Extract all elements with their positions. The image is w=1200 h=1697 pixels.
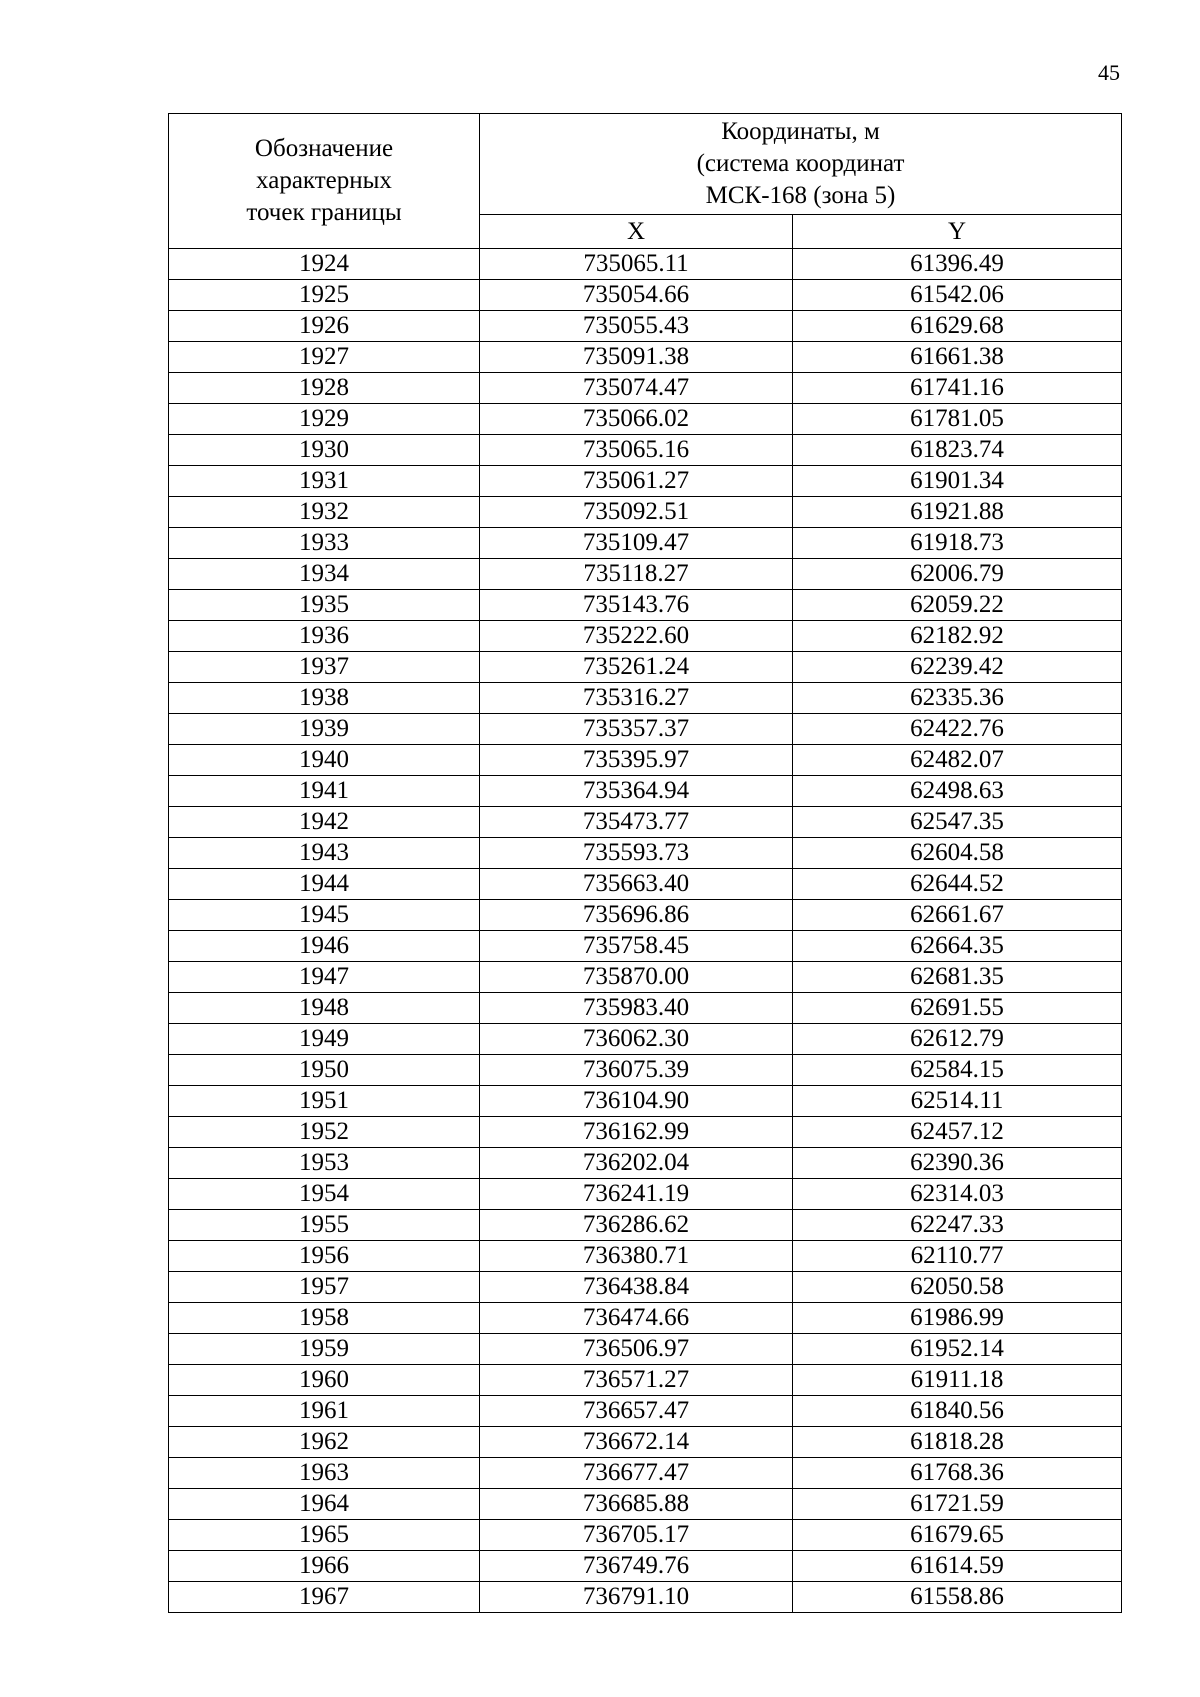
table-row: [169, 528, 1122, 559]
y-coordinate-cell: 61911.18: [793, 1365, 1122, 1396]
point-number-cell: 1945: [169, 900, 480, 931]
point-number-cell: 1943: [169, 838, 480, 869]
y-coordinate-cell: 61558.86: [793, 1582, 1122, 1613]
x-coordinate-cell: 736749.76: [480, 1551, 793, 1582]
x-coordinate-cell: 736571.27: [480, 1365, 793, 1396]
y-coordinate-cell: 61614.59: [793, 1551, 1122, 1582]
table-row: [169, 497, 1122, 528]
point-number-cell: 1960: [169, 1365, 480, 1396]
table-row: [169, 1179, 1122, 1210]
point-number-cell: 1926: [169, 311, 480, 342]
point-number-cell: 1925: [169, 280, 480, 311]
y-coordinate-cell: 61629.68: [793, 311, 1122, 342]
x-coordinate-cell: 735055.43: [480, 311, 793, 342]
table-row: [169, 1148, 1122, 1179]
x-coordinate-cell: 735143.76: [480, 590, 793, 621]
point-number-cell: 1965: [169, 1520, 480, 1551]
x-coordinate-cell: 735222.60: [480, 621, 793, 652]
table-row: [169, 1024, 1122, 1055]
y-coordinate-cell: 62457.12: [793, 1117, 1122, 1148]
x-coordinate-cell: 736657.47: [480, 1396, 793, 1427]
y-coordinate-cell: 62335.36: [793, 683, 1122, 714]
header-y: Y: [793, 215, 1122, 249]
x-coordinate-cell: 735074.47: [480, 373, 793, 404]
point-number-cell: 1924: [169, 249, 480, 280]
x-coordinate-cell: 735261.24: [480, 652, 793, 683]
x-coordinate-cell: 736705.17: [480, 1520, 793, 1551]
point-number-cell: 1934: [169, 559, 480, 590]
x-coordinate-cell: 735066.02: [480, 404, 793, 435]
y-coordinate-cell: 61396.49: [793, 249, 1122, 280]
x-coordinate-cell: 736506.97: [480, 1334, 793, 1365]
table-body: [169, 249, 1122, 1613]
y-coordinate-cell: 61721.59: [793, 1489, 1122, 1520]
y-coordinate-cell: 61542.06: [793, 280, 1122, 311]
point-number-cell: 1964: [169, 1489, 480, 1520]
table-row: [169, 435, 1122, 466]
y-coordinate-cell: 62547.35: [793, 807, 1122, 838]
point-number-cell: 1932: [169, 497, 480, 528]
y-coordinate-cell: 62482.07: [793, 745, 1122, 776]
x-coordinate-cell: 736677.47: [480, 1458, 793, 1489]
y-coordinate-cell: 62691.55: [793, 993, 1122, 1024]
point-number-cell: 1966: [169, 1551, 480, 1582]
point-number-cell: 1928: [169, 373, 480, 404]
x-coordinate-cell: 736791.10: [480, 1582, 793, 1613]
table-row: [169, 683, 1122, 714]
x-coordinate-cell: 735696.86: [480, 900, 793, 931]
x-coordinate-cell: 735758.45: [480, 931, 793, 962]
y-coordinate-cell: 62050.58: [793, 1272, 1122, 1303]
x-coordinate-cell: 736438.84: [480, 1272, 793, 1303]
point-number-cell: 1929: [169, 404, 480, 435]
point-number-cell: 1958: [169, 1303, 480, 1334]
y-coordinate-cell: 62239.42: [793, 652, 1122, 683]
x-coordinate-cell: 736286.62: [480, 1210, 793, 1241]
point-number-cell: 1961: [169, 1396, 480, 1427]
y-coordinate-cell: 61741.16: [793, 373, 1122, 404]
header-coordinates: [480, 114, 1122, 215]
point-number-cell: 1952: [169, 1117, 480, 1148]
x-coordinate-cell: 735109.47: [480, 528, 793, 559]
table-row: [169, 1086, 1122, 1117]
table-row: [169, 900, 1122, 931]
x-coordinate-cell: 736162.99: [480, 1117, 793, 1148]
table-row: [169, 466, 1122, 497]
x-coordinate-cell: 735983.40: [480, 993, 793, 1024]
x-coordinate-cell: 735870.00: [480, 962, 793, 993]
table-row: [169, 1117, 1122, 1148]
y-coordinate-cell: 61781.05: [793, 404, 1122, 435]
table-row: [169, 559, 1122, 590]
x-coordinate-cell: 735065.16: [480, 435, 793, 466]
y-coordinate-cell: 62110.77: [793, 1241, 1122, 1272]
x-coordinate-cell: 735054.66: [480, 280, 793, 311]
y-coordinate-cell: 61986.99: [793, 1303, 1122, 1334]
table-row: [169, 1551, 1122, 1582]
y-coordinate-cell: 62514.11: [793, 1086, 1122, 1117]
point-number-cell: 1946: [169, 931, 480, 962]
point-number-cell: 1950: [169, 1055, 480, 1086]
table-row: [169, 776, 1122, 807]
table-row: [169, 311, 1122, 342]
table-header: [169, 114, 1122, 249]
point-number-cell: 1951: [169, 1086, 480, 1117]
point-number-cell: 1963: [169, 1458, 480, 1489]
y-coordinate-cell: 62612.79: [793, 1024, 1122, 1055]
coordinates-table: [168, 113, 1122, 1613]
table-row: [169, 404, 1122, 435]
table-row: [169, 1303, 1122, 1334]
point-number-cell: 1935: [169, 590, 480, 621]
y-coordinate-cell: 62498.63: [793, 776, 1122, 807]
x-coordinate-cell: 735357.37: [480, 714, 793, 745]
point-number-cell: 1941: [169, 776, 480, 807]
point-number-cell: 1957: [169, 1272, 480, 1303]
x-coordinate-cell: 736474.66: [480, 1303, 793, 1334]
y-coordinate-cell: 61840.56: [793, 1396, 1122, 1427]
y-coordinate-cell: 62422.76: [793, 714, 1122, 745]
point-number-cell: 1956: [169, 1241, 480, 1272]
table-row: [169, 342, 1122, 373]
table-row: [169, 1365, 1122, 1396]
table-row: [169, 280, 1122, 311]
header-designation-text: Обозначение характерных точек границы: [246, 135, 402, 226]
table-row: [169, 1582, 1122, 1613]
y-coordinate-cell: 61901.34: [793, 466, 1122, 497]
point-number-cell: 1967: [169, 1582, 480, 1613]
point-number-cell: 1962: [169, 1427, 480, 1458]
point-number-cell: 1955: [169, 1210, 480, 1241]
point-number-cell: 1938: [169, 683, 480, 714]
table-row: [169, 1458, 1122, 1489]
x-coordinate-cell: 736075.39: [480, 1055, 793, 1086]
table-row: [169, 962, 1122, 993]
table-row: [169, 869, 1122, 900]
y-coordinate-cell: 62059.22: [793, 590, 1122, 621]
x-coordinate-cell: 736672.14: [480, 1427, 793, 1458]
table-row: [169, 745, 1122, 776]
point-number-cell: 1953: [169, 1148, 480, 1179]
point-number-cell: 1939: [169, 714, 480, 745]
table-row: [169, 838, 1122, 869]
point-number-cell: 1949: [169, 1024, 480, 1055]
x-coordinate-cell: 735593.73: [480, 838, 793, 869]
x-coordinate-cell: 735065.11: [480, 249, 793, 280]
table-row: [169, 652, 1122, 683]
x-coordinate-cell: 735364.94: [480, 776, 793, 807]
point-number-cell: 1931: [169, 466, 480, 497]
y-coordinate-cell: 61768.36: [793, 1458, 1122, 1489]
x-coordinate-cell: 736202.04: [480, 1148, 793, 1179]
table-row: [169, 621, 1122, 652]
x-coordinate-cell: 736104.90: [480, 1086, 793, 1117]
y-coordinate-cell: 61661.38: [793, 342, 1122, 373]
y-coordinate-cell: 62584.15: [793, 1055, 1122, 1086]
point-number-cell: 1954: [169, 1179, 480, 1210]
x-coordinate-cell: 736685.88: [480, 1489, 793, 1520]
point-number-cell: 1948: [169, 993, 480, 1024]
y-coordinate-cell: 61823.74: [793, 435, 1122, 466]
table-row: [169, 1520, 1122, 1551]
x-coordinate-cell: 735663.40: [480, 869, 793, 900]
table-row: [169, 1272, 1122, 1303]
y-coordinate-cell: 61679.65: [793, 1520, 1122, 1551]
point-number-cell: 1927: [169, 342, 480, 373]
y-coordinate-cell: 62182.92: [793, 621, 1122, 652]
table-row: [169, 1334, 1122, 1365]
point-number-cell: 1933: [169, 528, 480, 559]
x-coordinate-cell: 735118.27: [480, 559, 793, 590]
table-row: [169, 807, 1122, 838]
point-number-cell: 1940: [169, 745, 480, 776]
x-coordinate-cell: 735316.27: [480, 683, 793, 714]
x-coordinate-cell: 736241.19: [480, 1179, 793, 1210]
x-coordinate-cell: 735061.27: [480, 466, 793, 497]
y-coordinate-cell: 62006.79: [793, 559, 1122, 590]
y-coordinate-cell: 62314.03: [793, 1179, 1122, 1210]
y-coordinate-cell: 61921.88: [793, 497, 1122, 528]
y-coordinate-cell: 62681.35: [793, 962, 1122, 993]
x-coordinate-cell: 735473.77: [480, 807, 793, 838]
table-row: [169, 590, 1122, 621]
point-number-cell: 1942: [169, 807, 480, 838]
point-number-cell: 1937: [169, 652, 480, 683]
x-coordinate-cell: 736380.71: [480, 1241, 793, 1272]
y-coordinate-cell: 61952.14: [793, 1334, 1122, 1365]
y-coordinate-cell: 62247.33: [793, 1210, 1122, 1241]
point-number-cell: 1936: [169, 621, 480, 652]
table-row: [169, 1241, 1122, 1272]
page-number: 45: [1098, 60, 1120, 85]
table-row: [169, 1396, 1122, 1427]
point-number-cell: 1930: [169, 435, 480, 466]
y-coordinate-cell: 61818.28: [793, 1427, 1122, 1458]
table-row: [169, 931, 1122, 962]
y-coordinate-cell: 62604.58: [793, 838, 1122, 869]
table-row: [169, 993, 1122, 1024]
table-row: [169, 1489, 1122, 1520]
table-row: [169, 373, 1122, 404]
y-coordinate-cell: 62664.35: [793, 931, 1122, 962]
x-coordinate-cell: 735092.51: [480, 497, 793, 528]
header-coordinates-text: Координаты, м (система координат МСК-168 (зона 5): [696, 118, 905, 209]
y-coordinate-cell: 61918.73: [793, 528, 1122, 559]
point-number-cell: 1947: [169, 962, 480, 993]
point-number-cell: 1959: [169, 1334, 480, 1365]
x-coordinate-cell: 735395.97: [480, 745, 793, 776]
y-coordinate-cell: 62644.52: [793, 869, 1122, 900]
table-row: [169, 249, 1122, 280]
header-designation: [169, 114, 480, 249]
table-row: [169, 1427, 1122, 1458]
table-row: [169, 1210, 1122, 1241]
y-coordinate-cell: 62390.36: [793, 1148, 1122, 1179]
point-number-cell: 1944: [169, 869, 480, 900]
x-coordinate-cell: 735091.38: [480, 342, 793, 373]
header-x: X: [480, 215, 793, 249]
y-coordinate-cell: 62661.67: [793, 900, 1122, 931]
table-row: [169, 714, 1122, 745]
x-coordinate-cell: 736062.30: [480, 1024, 793, 1055]
table-row: [169, 1055, 1122, 1086]
